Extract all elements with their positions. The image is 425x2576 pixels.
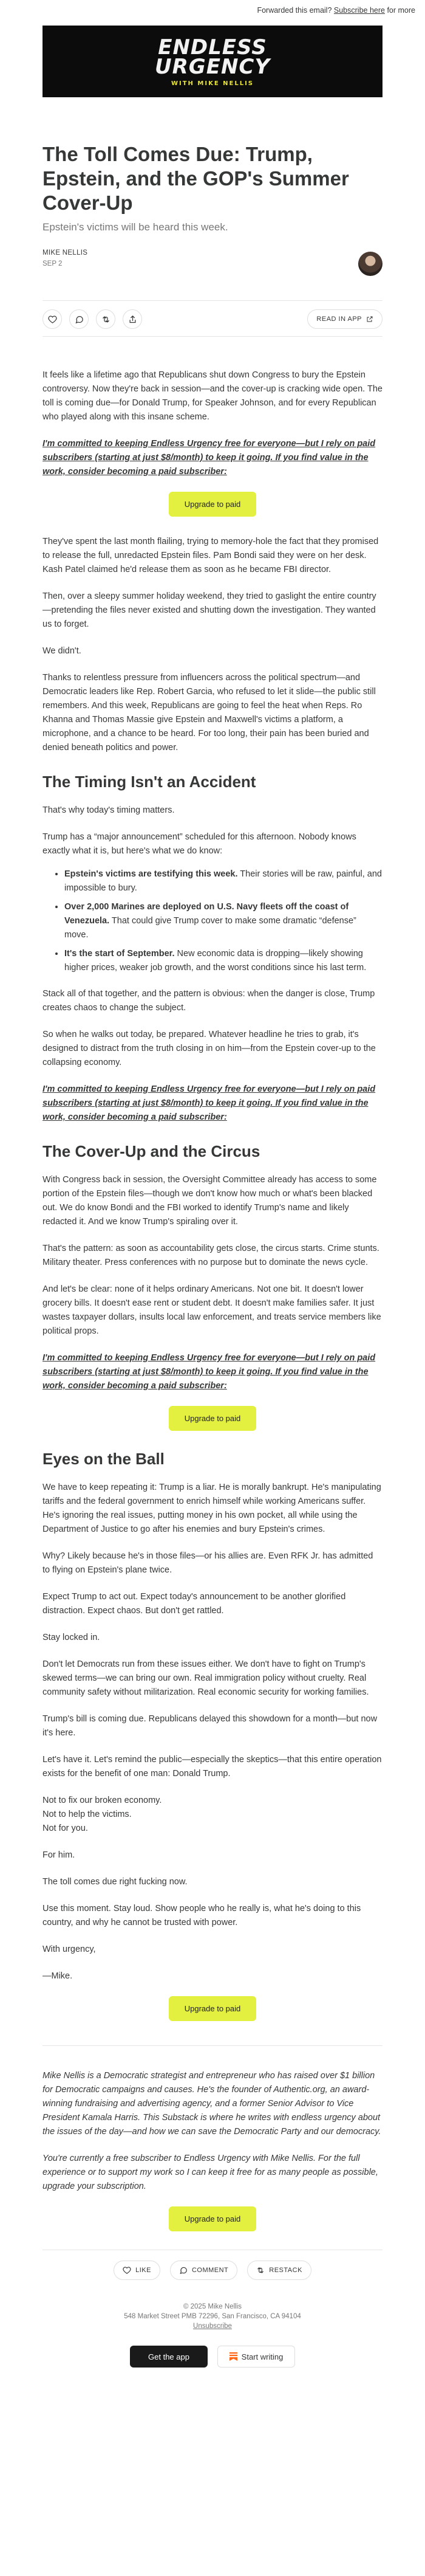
paragraph: It feels like a lifetime ago that Republicans shut down Congress to bury the Epstein controversy. Now they're back in session—and the cover-up is cracking wide open. The toll is coming due—for Donald Trump, for Speaker Johnson, and for every Republican who played along with this insane scheme. [42,370,382,422]
section-heading: Eyes on the Ball [42,1450,165,1468]
post-body [42,368,382,2231]
author-avatar[interactable] [358,252,382,276]
paragraph: Why? Likely because he's in those files—or his allies are. Even RFK Jr. has admitted to flying on Epstein's plane twice. [42,1551,373,1575]
read-in-app-label: READ IN APP [316,315,362,323]
paragraph: Then, over a sleepy summer holiday weekend, they tried to gaslight the entire country—pretending the files never existed and shutting down the investigation. They wanted us to forget. [42,591,376,629]
header-banner[interactable] [42,26,382,97]
post-date: SEP 2 [42,260,63,267]
logo-line-2: URGENCY [155,55,270,79]
upgrade-to-paid-button[interactable]: Upgrade to paid [169,1406,257,1431]
list-item: • It's the start of September. New economic data is dropping—likely showing higher prices, weaker job growth, and the worst conditions since his last term. [64,947,382,975]
paragraph: That's the pattern: as soon as accountability gets close, the circus starts. Crime stunts. Military theater. Press conferences with no purpose but to dominate the news cycle. [42,1244,379,1267]
paragraph: And let's be clear: none of it helps ordinary Americans. Not one bit. It doesn't lower grocery bills. It doesn't ease rent or student debt. It doesn't make families safer. It just wastes taxpayer dollars, insults local law enforcement, and treats service members like political props. [42,1284,381,1336]
paragraph: For him. [42,1850,75,1860]
paragraph: We have to keep repeating it: Trump is a liar. He is morally bankrupt. He's manipulating tariffs and the federal government to enrich himself while working Americans suffer. He's ignoring the real issues, putting money in his own pocket, all while using the Department of Justice to go after his enemies and bury Epstein's crimes. [42,1483,381,1534]
signature: —Mike. [42,1971,73,1981]
paragraph: They've spent the last month flailing, trying to memory-hole the fact that they promised to release the full, unredacted Epstein files. Pam Bondi said they were on her desk. Kash Patel claimed he'd release them as soon as he became FBI director. [42,537,379,574]
upgrade-to-paid-button[interactable]: Upgrade to paid [169,1996,257,2021]
paragraph: With urgency, [42,1944,96,1954]
upgrade-to-paid-button[interactable]: Upgrade to paid [169,2206,257,2231]
forwarded-bar [0,0,425,17]
forwarded-suffix: for more [387,6,415,15]
restack-button[interactable] [96,309,115,329]
subscribe-cta-text[interactable]: I'm committed to keeping Endless Urgency free for everyone—but I rely on paid subscribers (starting at just $8/month) to keep it going. If you find value in the work, consider becoming a paid subscriber: [42,439,376,477]
start-writing-button[interactable]: Start writing [217,2346,295,2368]
paragraph: Trump has a “major announcement” scheduled for this afternoon. Nobody knows exactly what it is, but here's what we do know: [42,832,356,856]
paragraph: Thanks to relentless pressure from influencers across the political spectrum—and Democratic leaders like Rep. Robert Garcia, who refused to let it slide—the public still remembers. And this week, Republicans are going to feel the heat when Reps. Ro Khanna and Thomas Massie give Epstein and Maxwell's victims a platform, a microphone, and a chance to be heard. For too long, their pain has been buried and denied beneath politics and power. [42,673,376,752]
section-heading: The Cover-Up and the Circus [42,1142,260,1160]
comment-icon [75,315,84,324]
bullet-list [64,867,382,975]
substack-logo-icon [229,2352,237,2361]
external-link-icon [366,315,373,323]
postal-address: 548 Market Street PMB 72296, San Francisco, CA 94104 [124,2313,301,2320]
restack-icon [256,2266,265,2275]
post-title[interactable]: The Toll Comes Due: Trump, Epstein, and the GOP's Summer Cover-Up [42,143,349,214]
app-promo [42,2346,382,2368]
post-subtitle: Epstein's victims will be heard this week. [42,221,228,233]
get-the-app-button[interactable]: Get the app [130,2346,208,2368]
logo-line-3: WITH MIKE NELLIS [171,80,254,87]
paragraph: That's why today's timing matters. [42,805,175,815]
paragraph: With Congress back in session, the Oversight Committee already has access to some portion of the Epstein files—though we don't know how much or what's been blacked out. We do know Bondi and the FBI worked to identify Trump's name and likely redacted it. And we know Trump's spiraling over it. [42,1175,377,1227]
forwarded-prefix: Forwarded this email? [257,6,332,15]
paragraph: Expect Trump to act out. Expect today's announcement to be another glorified distraction. Expect chaos. But don't get rattled. [42,1592,346,1616]
list-item: • Over 2,000 Marines are deployed on U.S. Navy fleets off the coast of Venezuela. That could give Trump cover to make some dramatic “defense” move. [64,900,382,942]
paragraph: Stack all of that together, and the pattern is obvious: when the danger is close, Trump creates chaos to change the subject. [42,989,375,1013]
subscribe-cta-text[interactable]: I'm committed to keeping Endless Urgency free for everyone—but I rely on paid subscribers (starting at just $8/month) to keep it going. If you find value in the work, consider becoming a paid subscriber: [42,1084,376,1122]
share-icon [128,315,137,324]
post-column [42,142,382,2368]
comment-icon [179,2266,188,2275]
read-in-app-button[interactable] [307,309,382,329]
paragraph: Stay locked in. [42,1633,100,1642]
like-button[interactable] [42,309,62,329]
unsubscribe-link[interactable]: Unsubscribe [193,2323,232,2330]
paragraph: The toll comes due right fucking now. [42,1877,188,1887]
share-button[interactable] [123,309,142,329]
upgrade-to-paid-button[interactable]: Upgrade to paid [169,492,257,517]
subscription-note: You're currently a free subscriber to Endless Urgency with Mike Nellis. For the full experience or to support my work so I can keep it free for as many people as possible, upgrade your subscription. [42,2154,378,2191]
footer-comment-button[interactable]: COMMENT [170,2261,237,2280]
divider [42,2045,382,2046]
author-name[interactable]: MIKE NELLIS [42,249,88,257]
publication-logo [42,35,382,87]
footer-like-button[interactable]: LIKE [114,2261,160,2280]
footer-address [42,2302,382,2331]
paragraph: Let's have it. Let's remind the public—especially the skeptics—that this entire operation exists for the benefit of one man: Donald Trump. [42,1755,382,1779]
list-item: • Epstein's victims are testifying this week. Their stories will be raw, painful, and impossible to bury. [64,867,382,895]
paragraph: Use this moment. Stay loud. Show people who he really is, what he's doing to this country, and why he cannot be trusted with power. [42,1904,361,1927]
paragraph: Not to fix our broken economy. Not to help the victims. Not for you. [42,1796,162,1833]
footer-actions [42,2250,382,2290]
paragraph: Trump's bill is coming due. Republicans delayed this showdown for a month—but now it's here. [42,1714,378,1738]
comment-button[interactable] [69,309,89,329]
subscribe-link[interactable]: Subscribe here [333,6,385,15]
action-bar [42,300,382,337]
paragraph: So when he walks out today, be prepared. Whatever headline he tries to grab, it's designed to distract from the truth closing in on him—from the Epstein cover-up to the collapsing economy. [42,1030,376,1067]
logo-line-1: ENDLESS [158,35,267,60]
heart-icon [48,315,57,324]
footer-restack-button[interactable]: RESTACK [247,2261,311,2280]
subscribe-cta-text[interactable]: I'm committed to keeping Endless Urgency free for everyone—but I rely on paid subscribers (starting at just $8/month) to keep it going. If you find value in the work, consider becoming a paid subscriber: [42,1353,376,1391]
paragraph: Don't let Democrats run from these issues either. We don't have to fight on Trump's skewed terms—we can bring our own. Real immigration policy without cruelty. Real community safety without militarization. Real economic security for working families. [42,1659,369,1697]
author-bio: Mike Nellis is a Democratic strategist and entrepreneur who has raised over $1 billion for Democratic campaigns and causes. He's the founder of Authentic.org, an award-winning fundraising and advertising agency, and a former Senior Advisor to Vice President Kamala Harris. This Substack is where he writes with endless urgency about the issues of the day—and how we can save the Democratic Party and our democracy. [42,2071,381,2137]
heart-icon [123,2266,131,2275]
byline [42,249,382,276]
restack-icon [101,315,110,324]
section-heading: The Timing Isn't an Accident [42,773,256,791]
copyright: © 2025 Mike Nellis [183,2303,242,2310]
paragraph: We didn't. [42,646,81,656]
